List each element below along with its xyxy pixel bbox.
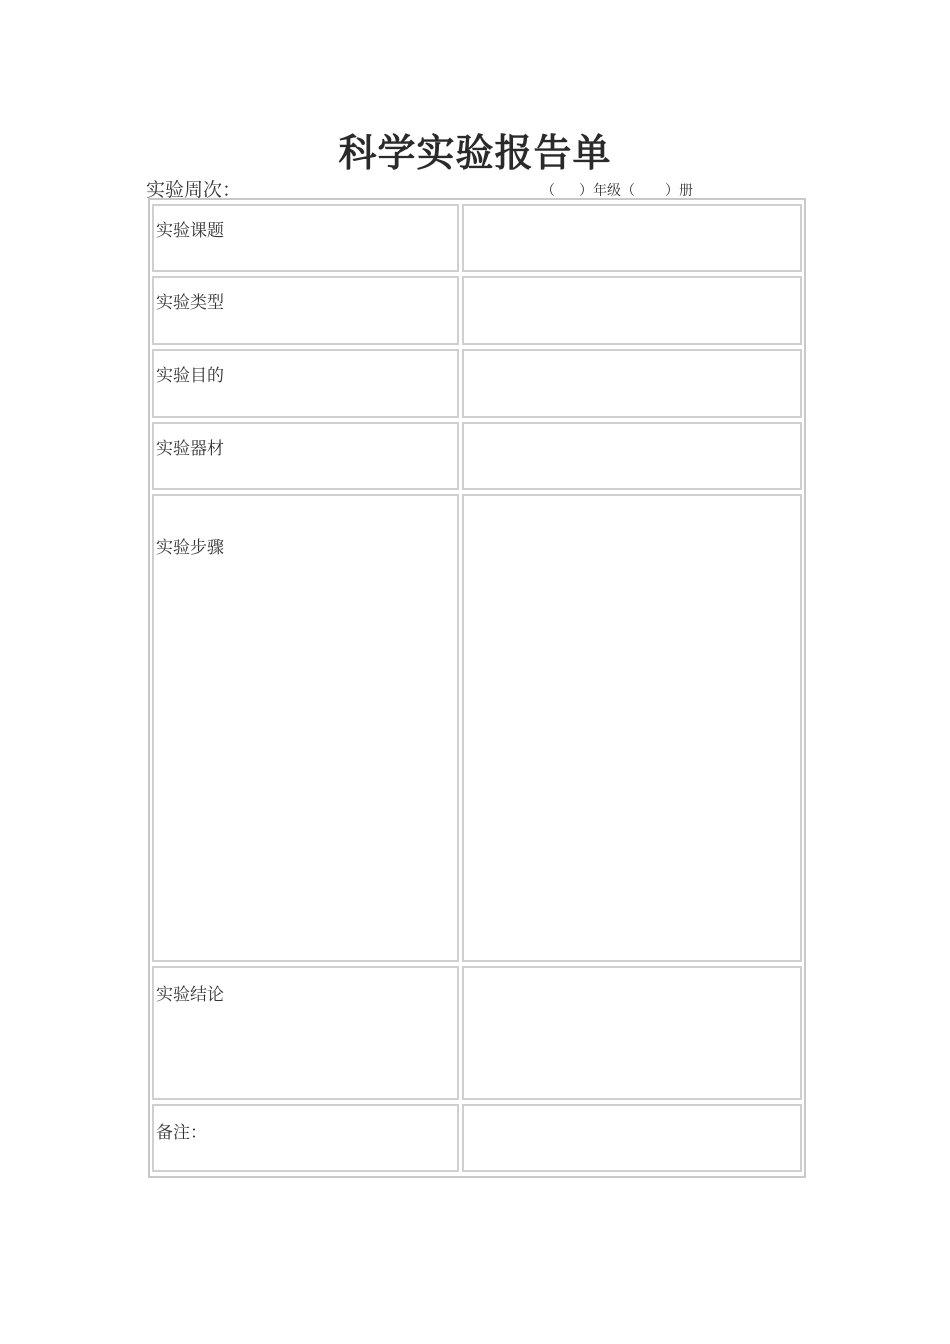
grade-volume-line	[541, 180, 693, 200]
grade-paren-open: （	[541, 183, 555, 199]
table-row	[152, 274, 802, 347]
table-row	[152, 492, 802, 964]
table-row	[152, 202, 802, 274]
table-row	[152, 347, 802, 420]
report-form-table	[148, 198, 806, 1178]
row-label-notes: 备注：	[156, 1123, 207, 1143]
row-label-type: 实验类型	[156, 293, 224, 313]
row-label-cell	[152, 276, 459, 345]
row-value-cell-notes[interactable]	[462, 1104, 802, 1172]
row-label-cell	[152, 204, 459, 272]
row-label-cell	[152, 1104, 459, 1172]
page-title: 科学实验报告单	[338, 130, 612, 175]
row-value-cell-conclusion[interactable]	[462, 966, 802, 1100]
row-label-conclusion: 实验结论	[156, 985, 224, 1005]
table-row	[152, 964, 802, 1102]
row-label-cell	[152, 966, 459, 1100]
table-row	[152, 1102, 802, 1174]
row-value-cell-equipment[interactable]	[462, 422, 802, 490]
row-label-cell	[152, 422, 459, 490]
row-label-purpose: 实验目的	[156, 366, 224, 386]
grade-label: ）年级（	[579, 183, 635, 199]
row-label-steps: 实验步骤	[156, 538, 224, 558]
row-label-equipment: 实验器材	[156, 439, 224, 459]
row-label-cell	[152, 349, 459, 418]
table-row	[152, 420, 802, 492]
row-value-cell-steps[interactable]	[462, 494, 802, 962]
row-value-cell-topic[interactable]	[462, 204, 802, 272]
row-value-cell-purpose[interactable]	[462, 349, 802, 418]
row-label-cell	[152, 494, 459, 962]
volume-label: ）册	[665, 183, 693, 199]
experiment-week-label: 实验周次：	[146, 179, 242, 201]
row-value-cell-type[interactable]	[462, 276, 802, 345]
row-label-topic: 实验课题	[156, 221, 224, 241]
